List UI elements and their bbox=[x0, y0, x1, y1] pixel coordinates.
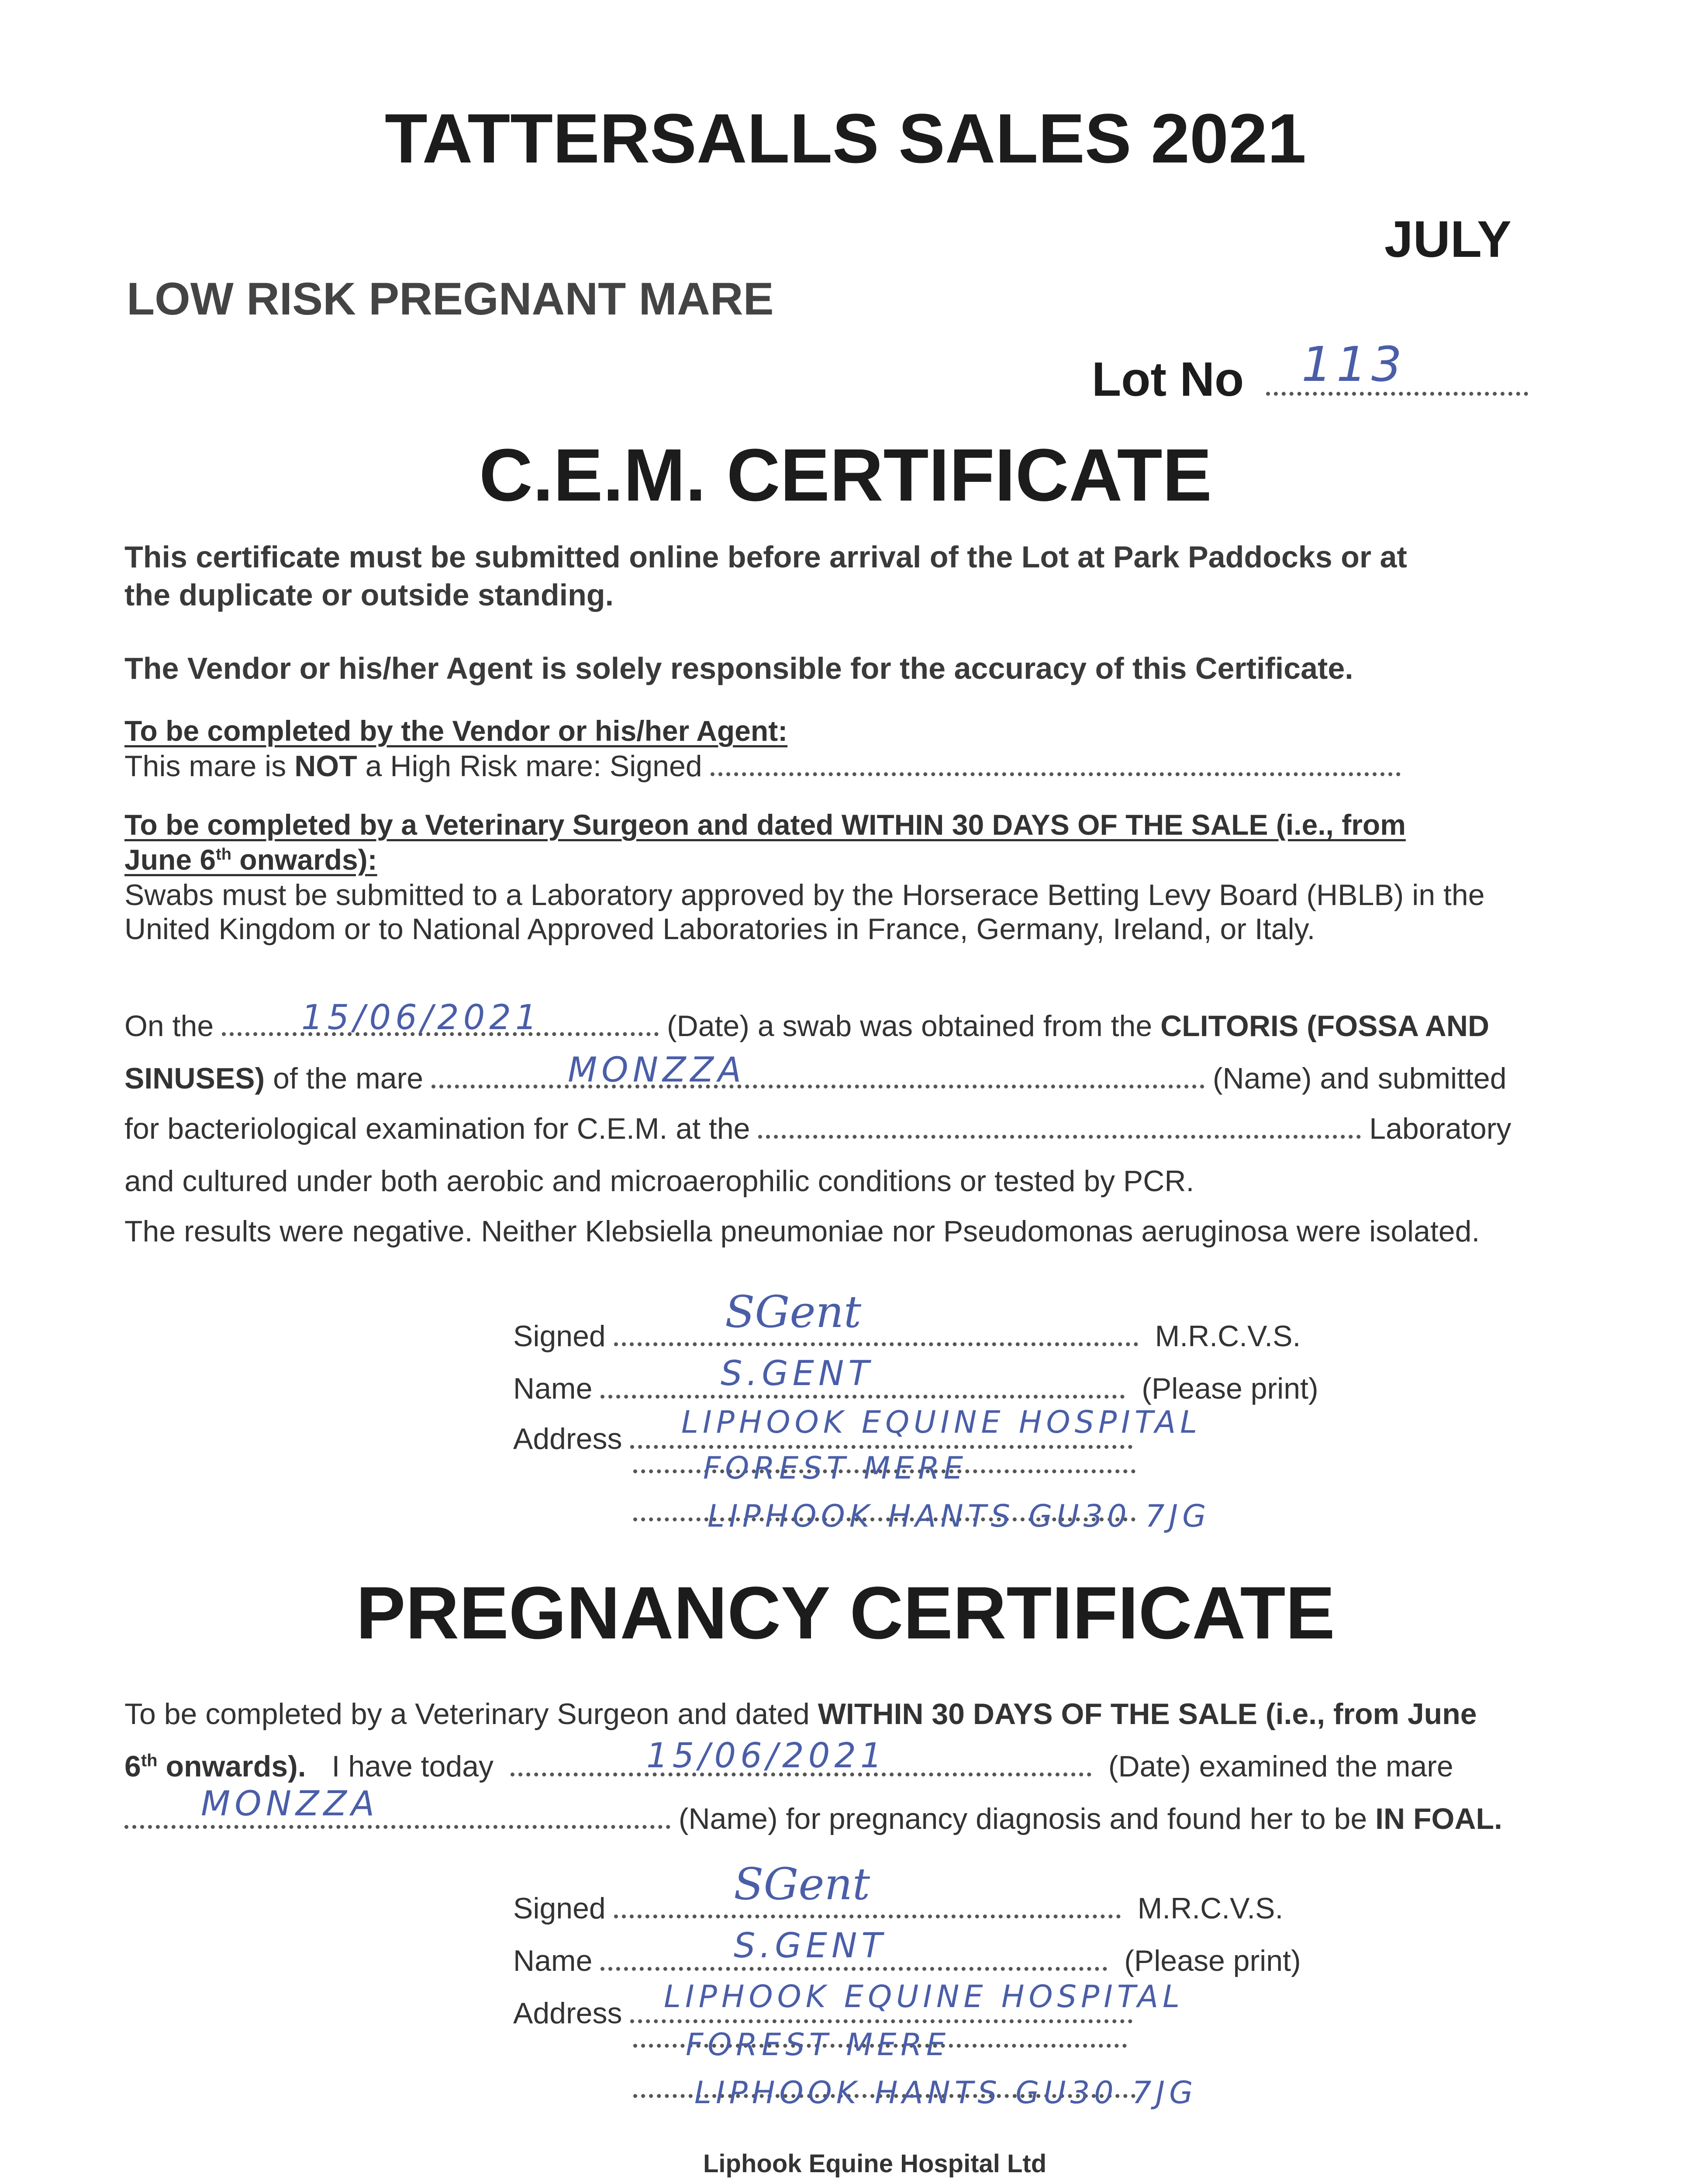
vendor-signature-line bbox=[711, 772, 1401, 776]
cem-notice-2: The Vendor or his/her Agent is solely responsible for the accuracy of this Certificate. bbox=[124, 651, 1353, 685]
cem-notice-1a: This certificate must be submitted online before arrival of the Lot at Park Paddocks or at bbox=[124, 540, 1407, 574]
document-title: TATTERSALLS SALES 2021 bbox=[385, 99, 1306, 177]
swab-date-value: 15/06/2021 bbox=[301, 998, 542, 1037]
vet-section-heading-b: June 6th onwards): bbox=[124, 843, 377, 876]
vet-section-heading-a: To be completed by a Veterinary Surgeon and dated WITHIN 30 DAYS OF THE SALE (i.e., from bbox=[124, 809, 1406, 841]
pregnancy-vet-name-value: S.GENT bbox=[734, 1926, 887, 1966]
swab-date-line: On the (Date) a swab was obtained from the CLITORIS (FOSSA AND bbox=[124, 1009, 1490, 1043]
cem-notice-1b: the duplicate or outside standing. bbox=[124, 578, 614, 612]
mare-name-line: SINUSES) of the mare (Name) and submitted bbox=[124, 1062, 1507, 1095]
pregnancy-address-line-1: Address bbox=[513, 1996, 1132, 2030]
mare-category: LOW RISK PREGNANT MARE bbox=[127, 273, 774, 325]
pregnancy-heading: PREGNANCY CERTIFICATE bbox=[356, 1572, 1335, 1655]
sale-month: JULY bbox=[1384, 211, 1512, 268]
culture-statement: and cultured under both aerobic and microaerophilic conditions or tested by PCR. bbox=[124, 1165, 1194, 1198]
pregnancy-address-value-2: FOREST MERE bbox=[686, 2027, 950, 2063]
pregnancy-signed-line: Signed M.R.C.V.S. bbox=[513, 1892, 1284, 1925]
pregnancy-date-value: 15/06/2021 bbox=[646, 1736, 887, 1776]
pregnancy-mare-name-value: MONZZA bbox=[201, 1784, 379, 1824]
results-statement: The results were negative. Neither Klebsiella pneumoniae nor Pseudomonas aeruginosa were isolated. bbox=[124, 1215, 1480, 1248]
cem-address-value-1: LIPHOOK EQUINE HOSPITAL bbox=[681, 1404, 1202, 1440]
cem-address-line-1: Address bbox=[513, 1422, 1132, 1456]
cem-vet-name-value: S.GENT bbox=[721, 1354, 874, 1393]
pregnancy-line-3: (Name) for pregnancy diagnosis and found her to be IN FOAL. bbox=[124, 1802, 1502, 1836]
pregnancy-signature: SGent bbox=[734, 1859, 870, 1910]
lot-number-label: Lot No bbox=[1092, 352, 1244, 406]
pregnancy-address-value-1: LIPHOOK EQUINE HOSPITAL bbox=[664, 1979, 1184, 2015]
vendor-section-heading: To be completed by the Vendor or his/her Agent: bbox=[124, 715, 788, 747]
cem-signed-line: Signed M.R.C.V.S. bbox=[513, 1320, 1301, 1353]
pregnancy-address-value-3: LIPHOOK HANTS GU30 7JG bbox=[694, 2075, 1198, 2111]
vendor-declaration: This mare is NOT a High Risk mare: Signed bbox=[124, 749, 1401, 783]
cem-address-value-3: LIPHOOK HANTS GU30 7JG bbox=[707, 1498, 1211, 1534]
cem-name-line: Name (Please print) bbox=[513, 1372, 1318, 1405]
lot-number-value: 113 bbox=[1301, 336, 1406, 392]
pregnancy-line-2: 6th onwards). I have today (Date) examined the mare bbox=[124, 1750, 1453, 1783]
laboratory-line: for bacteriological examination for C.E.M. at the Laboratory bbox=[124, 1112, 1512, 1145]
swab-instructions-2: United Kingdom or to National Approved Laboratories in France, Germany, Ireland, or Italy. bbox=[124, 912, 1315, 946]
cem-mare-name-value: MONZZA bbox=[568, 1051, 746, 1090]
footer-hospital: Liphook Equine Hospital Ltd bbox=[703, 2149, 1047, 2178]
lot-number-dots bbox=[1266, 392, 1528, 396]
swab-instructions-1: Swabs must be submitted to a Laboratory approved by the Horserace Betting Levy Board (HBLB) in the bbox=[124, 878, 1485, 912]
cem-address-value-2: FOREST MERE bbox=[703, 1450, 968, 1486]
pregnancy-line-1: To be completed by a Veterinary Surgeon and dated WITHIN 30 DAYS OF THE SALE (i.e., from June bbox=[124, 1697, 1477, 1731]
pregnancy-name-line: Name (Please print) bbox=[513, 1944, 1301, 1977]
cem-signature: SGent bbox=[725, 1286, 862, 1337]
cem-heading: C.E.M. CERTIFICATE bbox=[479, 434, 1212, 517]
